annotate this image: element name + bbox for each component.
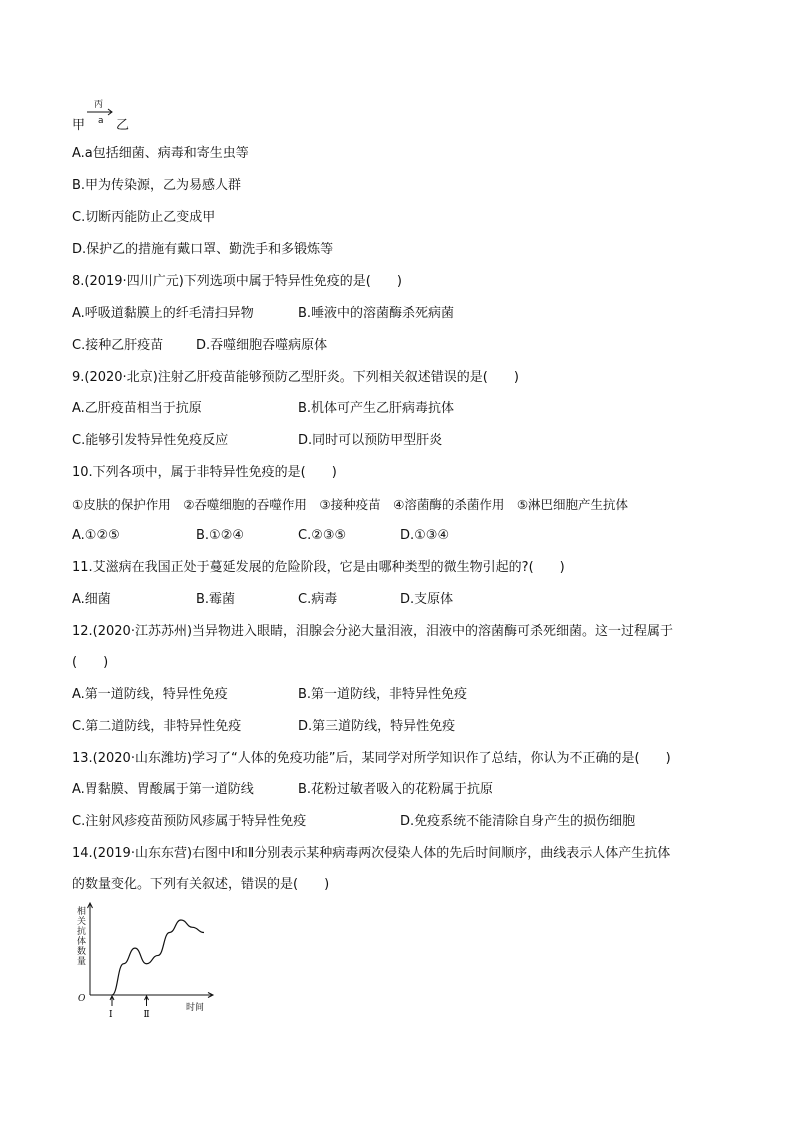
chart-origin: O bbox=[78, 994, 86, 1004]
q8-stem: 8.(2019·四川广元)下列选项中属于特异性免疫的是( ) bbox=[72, 274, 402, 289]
q11-option-b: B.霉菌 bbox=[196, 592, 236, 607]
flow-bottom-label: a bbox=[98, 116, 104, 126]
marker-label-2: Ⅱ bbox=[143, 1010, 150, 1020]
flow-to: 乙 bbox=[116, 118, 130, 133]
q7-option-d: D.保护乙的措施有戴口罩、勤洗手和多锻炼等 bbox=[72, 242, 334, 257]
q11-option-d: D.支原体 bbox=[400, 592, 454, 607]
antibody-curve bbox=[112, 920, 204, 995]
q7-option-c: C.切断丙能防止乙变成甲 bbox=[72, 210, 216, 225]
chart-ylabel: 相关抗体数量 bbox=[77, 907, 87, 967]
flow-top-label: 丙 bbox=[94, 100, 104, 110]
q12-option-d: D.第三道防线，特异性免疫 bbox=[298, 719, 456, 734]
q8-option-c: C.接种乙肝疫苗 bbox=[72, 338, 164, 353]
antibody-chart-svg bbox=[72, 900, 222, 1020]
q12-stem-cont: ( ) bbox=[72, 655, 109, 670]
q8-option-d: D.吞噬细胞吞噬病原体 bbox=[196, 338, 328, 353]
q12-option-c: C.第二道防线，非特异性免疫 bbox=[72, 719, 242, 734]
q9-option-b: B.机体可产生乙肝病毒抗体 bbox=[298, 401, 455, 416]
q13-option-c: C.注射风疹疫苗预防风疹属于特异性免疫 bbox=[72, 814, 307, 829]
q12-stem: 12.(2020·江苏苏州)当异物进入眼睛，泪腺会分泌大量泪液，泪液中的溶菌酶可杀死细菌。这一过程属于 bbox=[72, 624, 674, 639]
q11-option-c: C.病毒 bbox=[298, 592, 338, 607]
q14-stem: 14.(2019·山东东营)右图中Ⅰ和Ⅱ分别表示某种病毒两次侵染人体的先后时间顺序，曲线表示人体产生抗体 bbox=[72, 846, 671, 861]
q9-option-c: C.能够引发特异性免疫反应 bbox=[72, 433, 229, 448]
q10-stem: 10.下列各项中，属于非特异性免疫的是( ) bbox=[72, 465, 337, 480]
q7-option-b: B.甲为传染源，乙为易感人群 bbox=[72, 178, 242, 193]
q7-option-a: A.a包括细菌、病毒和寄生虫等 bbox=[72, 146, 249, 161]
chart-xlabel: 时间 bbox=[186, 1003, 205, 1013]
q10-option-a: A.①②⑤ bbox=[72, 528, 120, 543]
flow-from: 甲 bbox=[72, 118, 86, 133]
q9-stem: 9.(2020·北京)注射乙肝疫苗能够预防乙型肝炎。下列相关叙述错误的是( ) bbox=[72, 370, 519, 385]
q12-option-b: B.第一道防线，非特异性免疫 bbox=[298, 687, 468, 702]
q11-stem: 11.艾滋病在我国正处于蔓延发展的危险阶段，它是由哪种类型的微生物引起的?( ) bbox=[72, 560, 565, 575]
q13-option-d: D.免疫系统不能清除自身产生的损伤细胞 bbox=[400, 814, 636, 829]
q11-option-a: A.细菌 bbox=[72, 592, 111, 607]
q13-option-b: B.花粉过敏者吸入的花粉属于抗原 bbox=[298, 782, 494, 797]
q9-option-a: A.乙肝疫苗相当于抗原 bbox=[72, 401, 202, 416]
marker-label-1: Ⅰ bbox=[109, 1010, 113, 1020]
q10-option-b: B.①②④ bbox=[196, 528, 245, 543]
flow-diagram bbox=[72, 96, 132, 136]
antibody-chart bbox=[72, 900, 222, 1020]
q13-stem: 13.(2020·山东潍坊)学习了“人体的免疫功能”后，某同学对所学知识作了总结，你认为不正确的是( ) bbox=[72, 751, 671, 766]
q9-option-d: D.同时可以预防甲型肝炎 bbox=[298, 433, 443, 448]
q14-stem-cont: 的数量变化。下列有关叙述，错误的是( ) bbox=[72, 877, 330, 892]
q12-option-a: A.第一道防线，特异性免疫 bbox=[72, 687, 228, 702]
q8-option-a: A.呼吸道黏膜上的纤毛清扫异物 bbox=[72, 306, 254, 321]
q10-option-c: C.②③⑤ bbox=[298, 528, 347, 543]
chart-markers bbox=[109, 996, 150, 1020]
q10-option-d: D.①③④ bbox=[400, 528, 450, 543]
q8-option-b: B.唾液中的溶菌酶杀死病菌 bbox=[298, 306, 455, 321]
q10-items: ①皮肤的保护作用 ②吞噬细胞的吞噬作用 ③接种疫苗 ④溶菌酶的杀菌作用 ⑤淋巴细胞产生抗体 bbox=[72, 497, 629, 512]
q13-option-a: A.胃黏膜、胃酸属于第一道防线 bbox=[72, 782, 254, 797]
